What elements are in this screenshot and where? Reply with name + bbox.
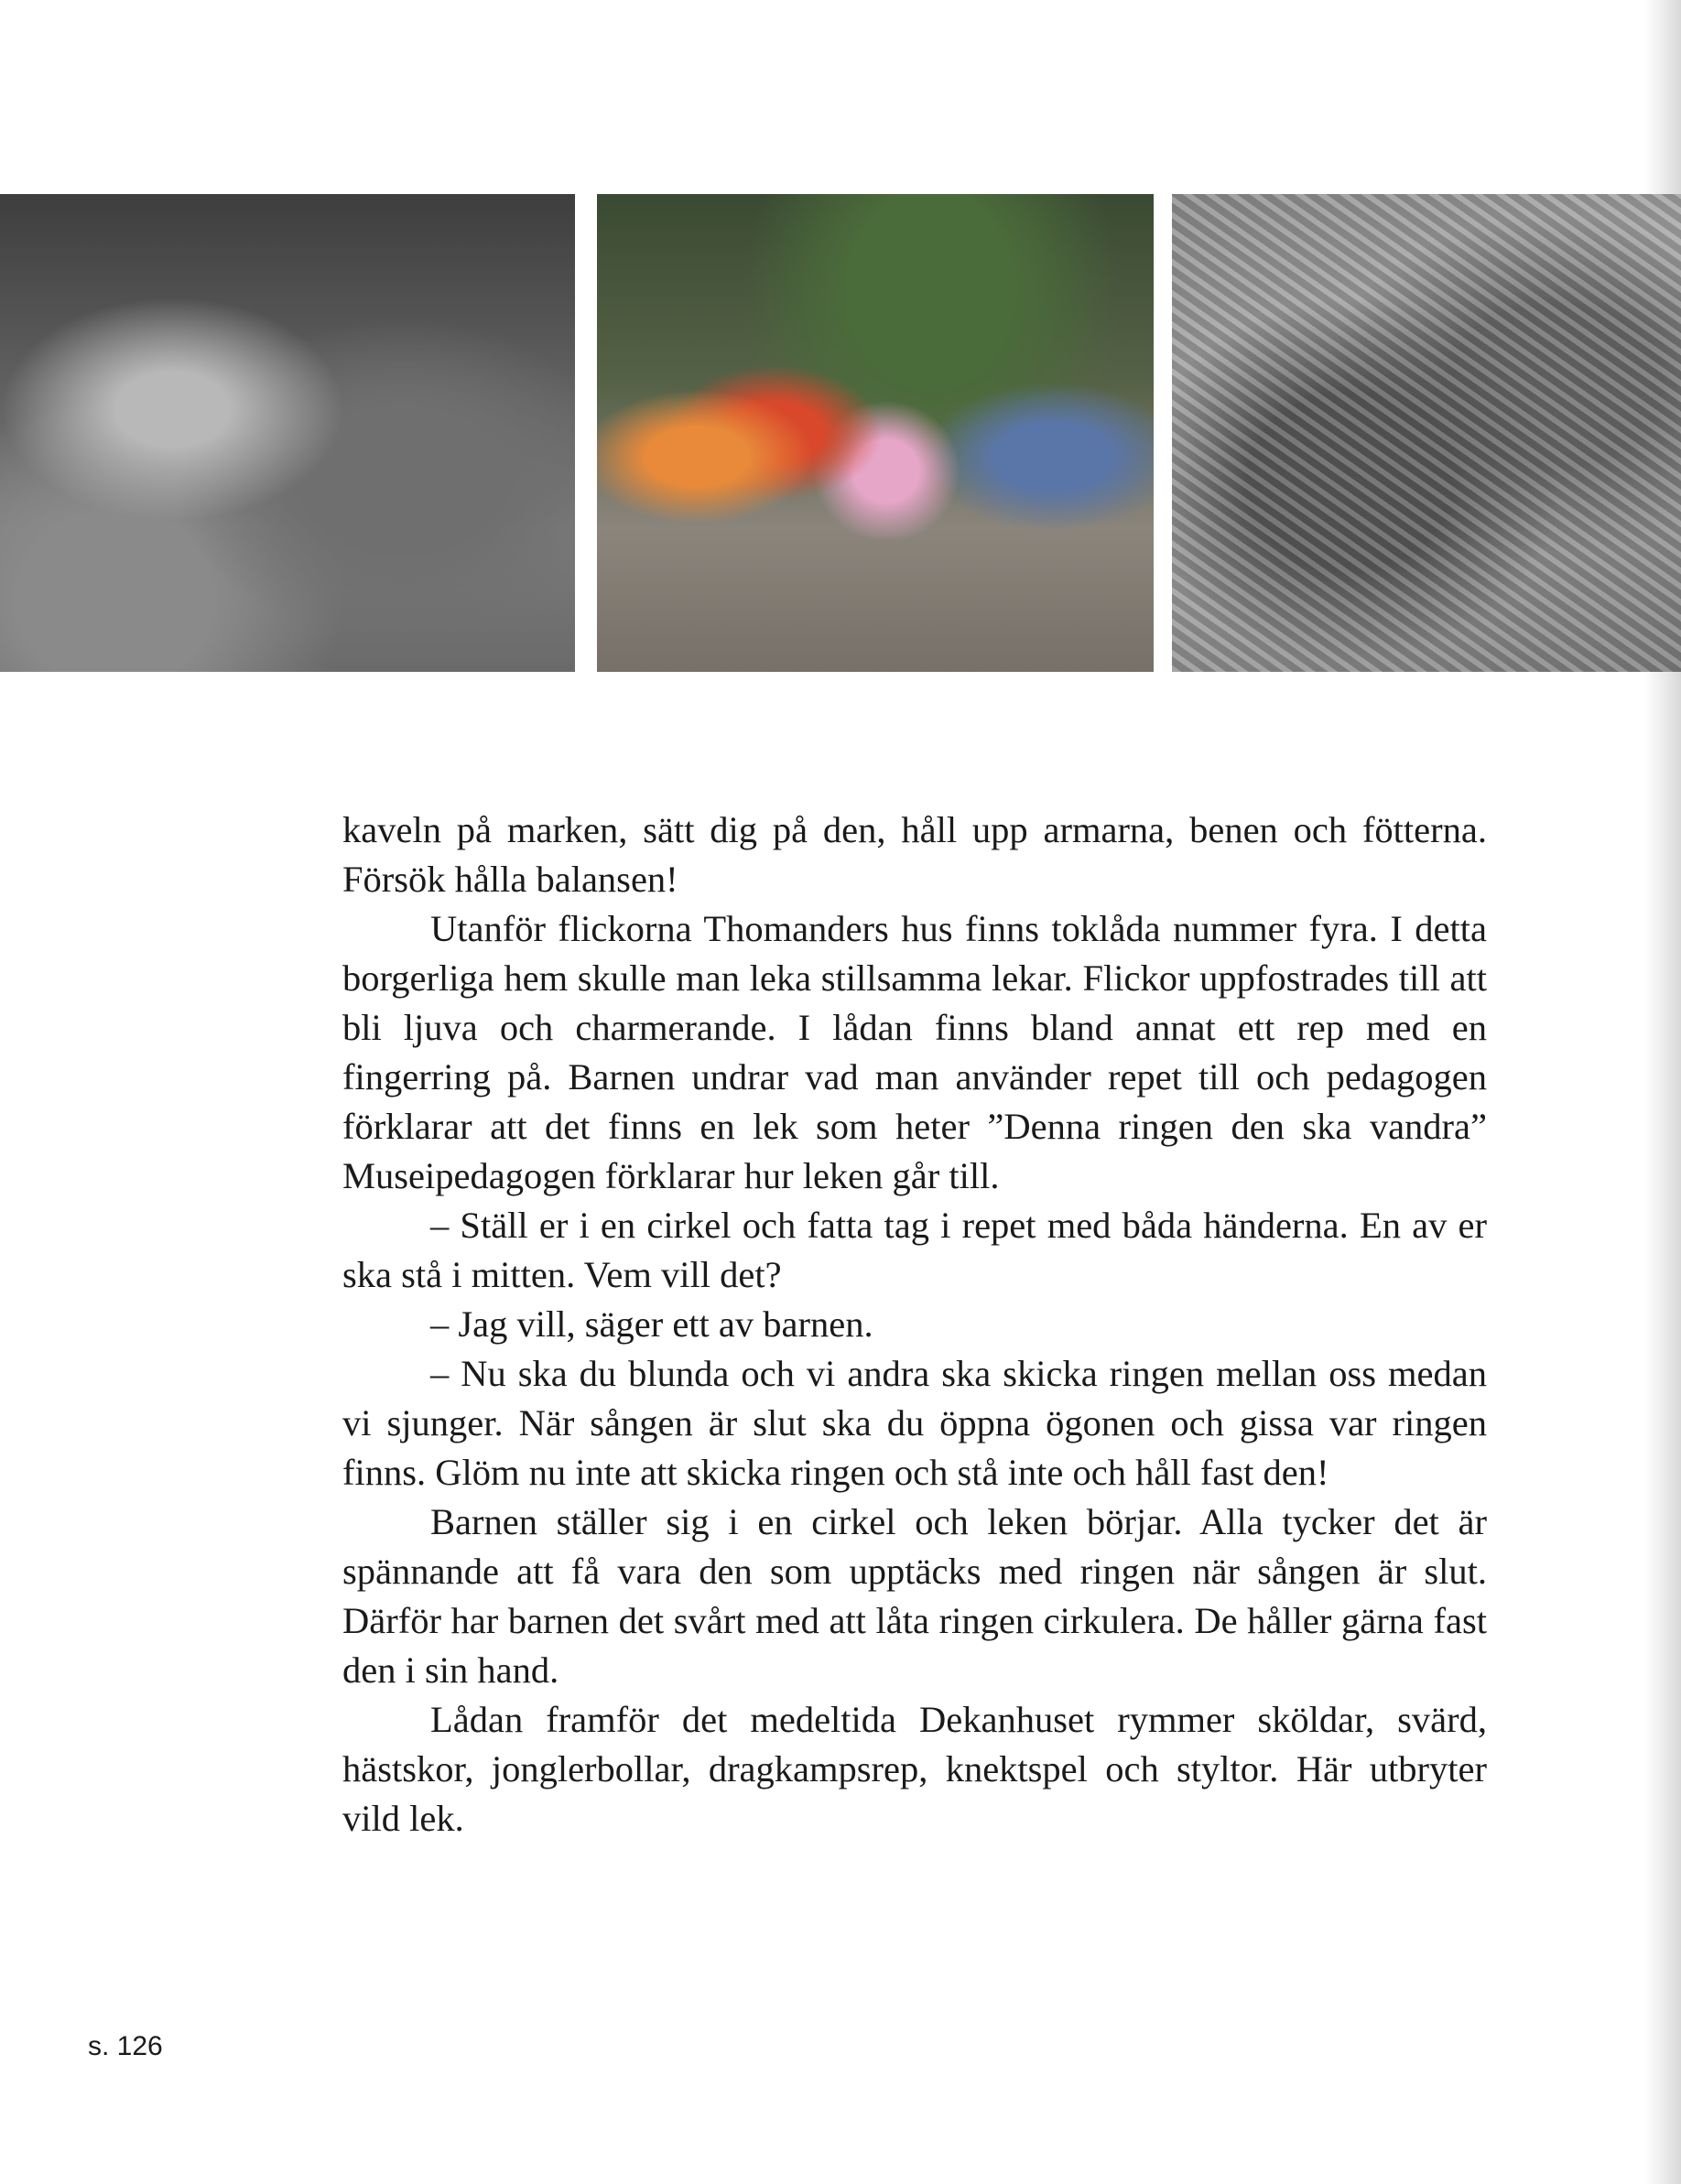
- paragraph: kaveln på marken, sätt dig på den, håll upp armarna, benen och fötterna. Försök hålla balansen!: [342, 809, 1487, 900]
- page-number: s. 126: [88, 2031, 163, 2061]
- paragraph: Barnen ställer sig i en cirkel och leken börjar. Alla tycker det är spännande att få vara den som upptäcks med ringen när sången är slut. Därför har barnen det svårt med att låta ringen cirkulera. De håller gärna fast den i sin hand.: [342, 1501, 1487, 1691]
- dialogue-line: – Ställ er i en cirkel och fatta tag i repet med båda händerna. En av er ska stå i mitten. Vem vill det?: [342, 1205, 1487, 1295]
- photo-children-with-string: [0, 194, 575, 672]
- body-text: [342, 805, 1487, 1843]
- photo-children-holding-rope: [597, 194, 1154, 672]
- dialogue-line: – Nu ska du blunda och vi andra ska skicka ringen mellan oss medan vi sjunger. När sången är slut ska du öppna ögonen och gissa var ringen finns. Glöm nu inte att skicka ringen och stå inte och håll fast den!: [342, 1353, 1487, 1493]
- paragraph: Utanför flickorna Thomanders hus finns toklåda nummer fyra. I detta borgerliga hem skulle man leka stillsamma lekar. Flickor uppfostrades till att bli ljuva och charmerande. I lådan finns bland annat ett rep med en fingerring på. Barnen undrar vad man använder repet till och pedagogen förklarar att det finns en lek som heter ”Denna ringen den ska vandra” Museipedagogen förklarar hur leken går till.: [342, 908, 1487, 1196]
- photo-strip: [0, 194, 1681, 672]
- dialogue-line: – Jag vill, säger ett av barnen.: [430, 1303, 873, 1345]
- paragraph: Lådan framför det medeltida Dekanhuset rymmer sköldar, svärd, hästskor, jonglerbollar, dragkampsrep, knektspel och styltor. Här utbryter vild lek.: [342, 1699, 1487, 1839]
- photo-hands-drawing-pattern: [1172, 194, 1681, 672]
